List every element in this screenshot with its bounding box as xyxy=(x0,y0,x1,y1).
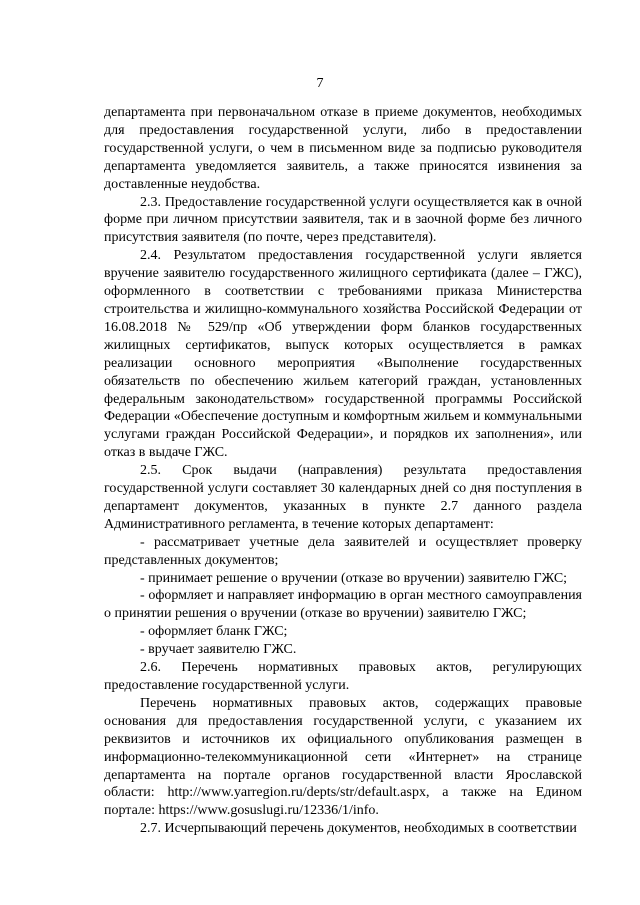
paragraph: - вручает заявителю ГЖС. xyxy=(140,642,297,658)
paragraph: департамента при первоначальном отказе в приеме документов, необходимых для предоставления государственной услуги, либо в предоставлении государственной услуги, о чем в письменном виде за подписью руководителя департамента уведомляется заявитель, а также приносятся извинения за доставленные неудобства. xyxy=(104,105,582,192)
paragraph: 2.4. Результатом предоставления государственной услуги является вручение заявителю государственного жилищного сертификата (далее – ГЖС), оформленного в соответствии с требованиями приказа Министерства строительства и жилищно-коммунального хозяйства Российской Федерации от 16.08.2018 № 529/пр «Об утверждении форм бланков государственных жилищных сертификатов, выпуск которых осуществляется в рамках реализации основного мероприятия «Выполнение государственных обязательств по обеспечению жильем категорий граждан, установленных федеральным законодательством» государственной программы Российской Федерации «Обеспечение доступным и комфортным жильем и коммунальными услугами граждан Российской Федерации», и порядков их заполнения», или отказ в выдаче ГЖС. xyxy=(104,248,582,461)
page-number: 7 xyxy=(316,76,324,91)
paragraph: 2.7. Исчерпывающий перечень документов, необходимых в соответствии xyxy=(140,821,577,837)
paragraph: 2.6. Перечень нормативных правовых актов, регулирующих предоставление государственной услуги. xyxy=(104,660,582,693)
paragraph: - рассматривает учетные дела заявителей и осуществляет проверку представленных документов; xyxy=(104,534,582,568)
paragraph: - оформляет и направляет информацию в орган местного самоуправления о принятии решения о вручении (отказе во вручении) заявителю ГЖС; xyxy=(104,588,582,622)
document-body xyxy=(104,104,582,838)
paragraph: - принимает решение о вручении (отказе во вручении) заявителю ГЖС; xyxy=(140,570,568,586)
paragraph: 2.3. Предоставление государственной услуги осуществляется как в очной форме при личном присутствии заявителя, так и в заочной форме без личного присутствия заявителя (по почте, через представителя). xyxy=(104,194,582,246)
paragraph: - оформляет бланк ГЖС; xyxy=(140,624,288,640)
paragraph: Перечень нормативных правовых актов, содержащих правовые основания для предоставления государственной услуги, с указанием их реквизитов и источников их официального опубликования размещен в информационно-телекоммуникационной сети «Интернет» на странице департамента на портале органов государственной власти Ярославской области: http://www.yarregion.ru/depts/str/default.aspx, а также на Едином портале: https://www.gosuslugi.ru/12336/1/info. xyxy=(104,695,582,819)
paragraph: 2.5. Срок выдачи (направления) результата предоставления государственной услуги составляет 30 календарных дней со дня поступления в департамент документов, указанных в пункте 2.7 данного раздела Административного регламента, в течение которых департамент: xyxy=(104,463,582,532)
